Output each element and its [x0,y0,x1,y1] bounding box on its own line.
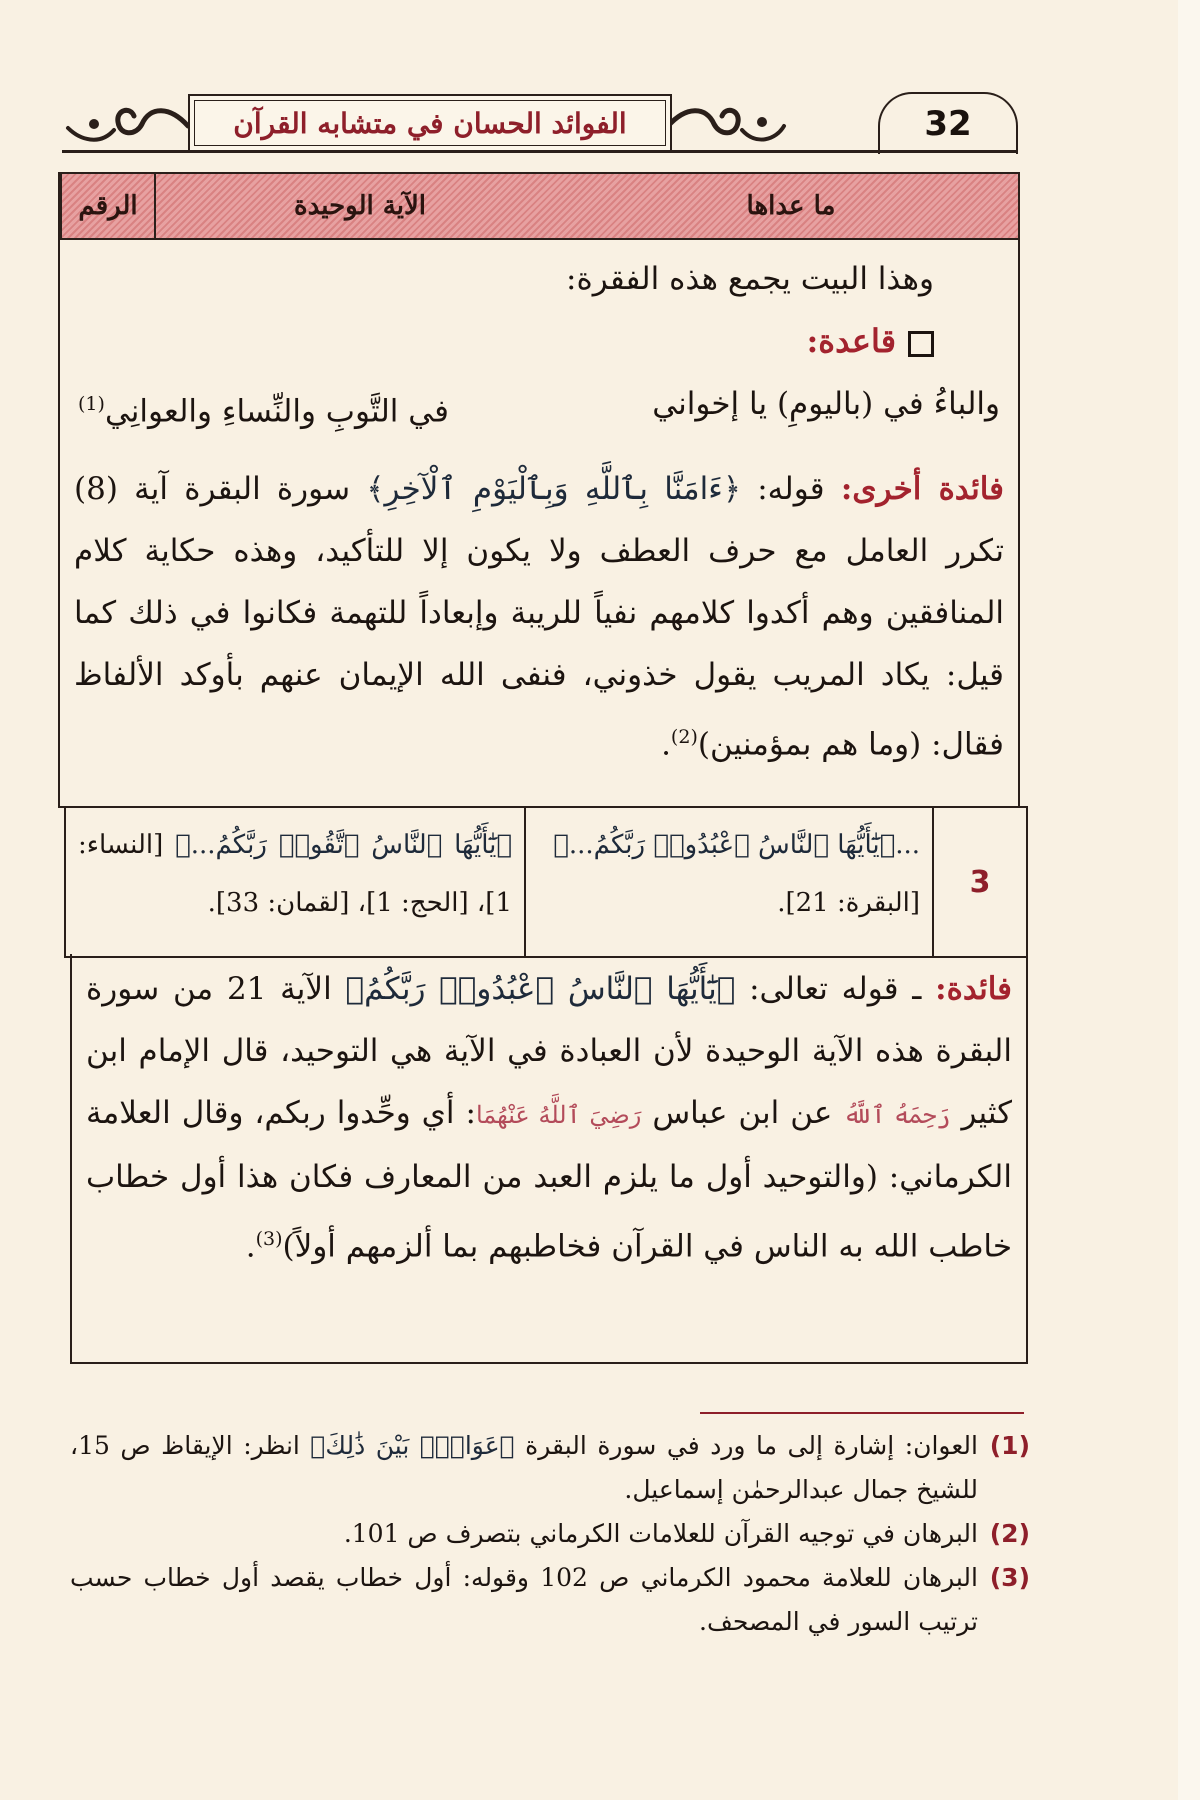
page-number: 32 [878,92,1018,154]
intro-line: وهذا البيت يجمع هذه الفقرة: [566,261,934,297]
square-bullet-icon [908,331,934,357]
rule-label: قاعدة: [806,322,896,360]
footnote-text-b: انظر: الإيقاظ ص 15، للشيخ جمال عبدالرحمٰن إسماعيل. [70,1431,978,1504]
row-others-quran: ﴿يَٰٓأَيُّهَا ٱلنَّاسُ ٱتَّقُوا۟ رَبَّكُمُ...﴾ [175,830,512,860]
footnote-item [70,1424,1030,1512]
footnote-separator [700,1412,1024,1414]
footnote-number: (1) [989,1431,1030,1460]
book-title: الفوائد الحسان في متشابه القرآن [188,94,672,152]
footnote-ref-3: (3) [255,1228,283,1250]
note-box-benefit [70,954,1028,1364]
benefit2-part2: عن ابن عباس [652,1095,833,1131]
honorific-radiallahu-anhuma: رَضِيَ ٱللَّهُ عَنْهُمَا [475,1101,642,1129]
benefit-surah-ref: سورة البقرة آية (8) [74,471,351,508]
footnote-item [70,1512,1030,1556]
page-edge [1178,0,1200,1800]
header-ornament-left [62,96,190,152]
footnote-text [70,1424,978,1512]
verse-first-half: والباءُ في (باليومِ) يا إخواني [652,386,1000,422]
footnote-text-a: العوان: إشارة إلى ما ورد في سورة البقرة [525,1431,978,1460]
footnote-number: (3) [989,1563,1030,1592]
note-box-rule [58,236,1020,808]
footnote-text: البرهان للعلامة محمود الكرماني ص 102 وقوله: أول خطاب يقصد أول خطاب حسب ترتيب السور في المصحف. [70,1563,978,1636]
honorific-rahimahullah: رَحِمَهُ ٱللَّهُ [843,1101,951,1129]
benefit-body: تكرر العامل مع حرف العطف ولا يكون إلا للتأكيد، وهذه حكاية كلام المنافقين وهم أكدوا كلامهم نفياً للريبة وإبعاداً للتهمة فكانوا في ذلك كما قيل: يكاد المريب يقول خذوني، فنفى الله الإيمان عنهم بأوكد الألفاظ فقال: (وما هم بمؤمنين) [74,533,1004,763]
footnote-text: البرهان في توجيه القرآن للعلامات الكرماني بتصرف ص 101. [343,1519,978,1548]
row-unique-ayah [524,808,932,956]
header-rule [62,150,1016,153]
poetry-verse [74,373,1004,442]
benefit2-end: . [245,1228,256,1265]
column-header-number: الرقم [60,174,154,238]
benefit-quran-quote: ﴿ءَامَنَّا بِٱللَّهِ وَبِٱلْيَوْمِ ٱلْآخِرِ﴾ [366,471,741,508]
benefit-end: . [661,726,671,763]
footnote-quran: ﴿عَوَانٌۢ بَيْنَ ذَٰلِكَ﴾ [310,1431,515,1460]
row-others [66,808,524,956]
header-ornament-right [666,96,788,152]
benefit-label: فائدة أخرى: [840,471,1004,508]
row-ayah-quran: ...﴿يَٰٓأَيُّهَا ٱلنَّاسُ ٱعْبُدُوا۟ رَبَّكُمُ...﴾ [553,830,920,860]
footnote-item [70,1556,1030,1644]
benefit-paragraph [74,458,1004,775]
footnotes [70,1424,1030,1644]
benefit2-part1: الآية 21 من سورة البقرة هذه الآية الوحيدة لأن العبادة في الآية هي التوحيد، قال الإمام ابن كثير [86,971,1013,1131]
row-number: 3 [932,808,1026,956]
verse-second-half [78,373,449,442]
footnote-ref-2: (2) [670,726,698,749]
rule-heading [74,310,1004,373]
table-row [64,806,1028,958]
benefit2-paragraph [86,958,1012,1277]
column-header-others: ما عداها [746,191,836,221]
footnote-ref-1: (1) [78,393,105,415]
table-header [58,172,1020,240]
row-others-refs: [النساء: 1]، [الحج: 1]، [لقمان: 33]. [78,830,512,918]
verse-second-half-text: في التَّوبِ والنِّساءِ والعوانِي [104,393,449,430]
benefit2-label: فائدة: [935,971,1012,1007]
footnote-number: (2) [989,1519,1030,1548]
row-ayah-ref: [البقرة: 21]. [777,888,920,918]
benefit2-part3: : أي وحِّدوا ربكم، وقال العلامة الكرماني: (والتوحيد أول ما يلزم العبد من المعارف فكان هذا أول خطاب خاطب الله به الناس في القرآن فخاطبهم بما ألزمهم أولاً) [86,1095,1012,1265]
column-header-unique-ayah: الآية الوحيدة [154,174,564,238]
benefit2-quran-quote: ﴿يَٰٓأَيُّهَا ٱلنَّاسُ ٱعْبُدُوا۟ رَبَّكُمُ﴾ [345,971,736,1007]
benefit-lead: قوله: [757,471,825,508]
benefit2-lead: ـ قوله تعالى: [749,971,922,1007]
